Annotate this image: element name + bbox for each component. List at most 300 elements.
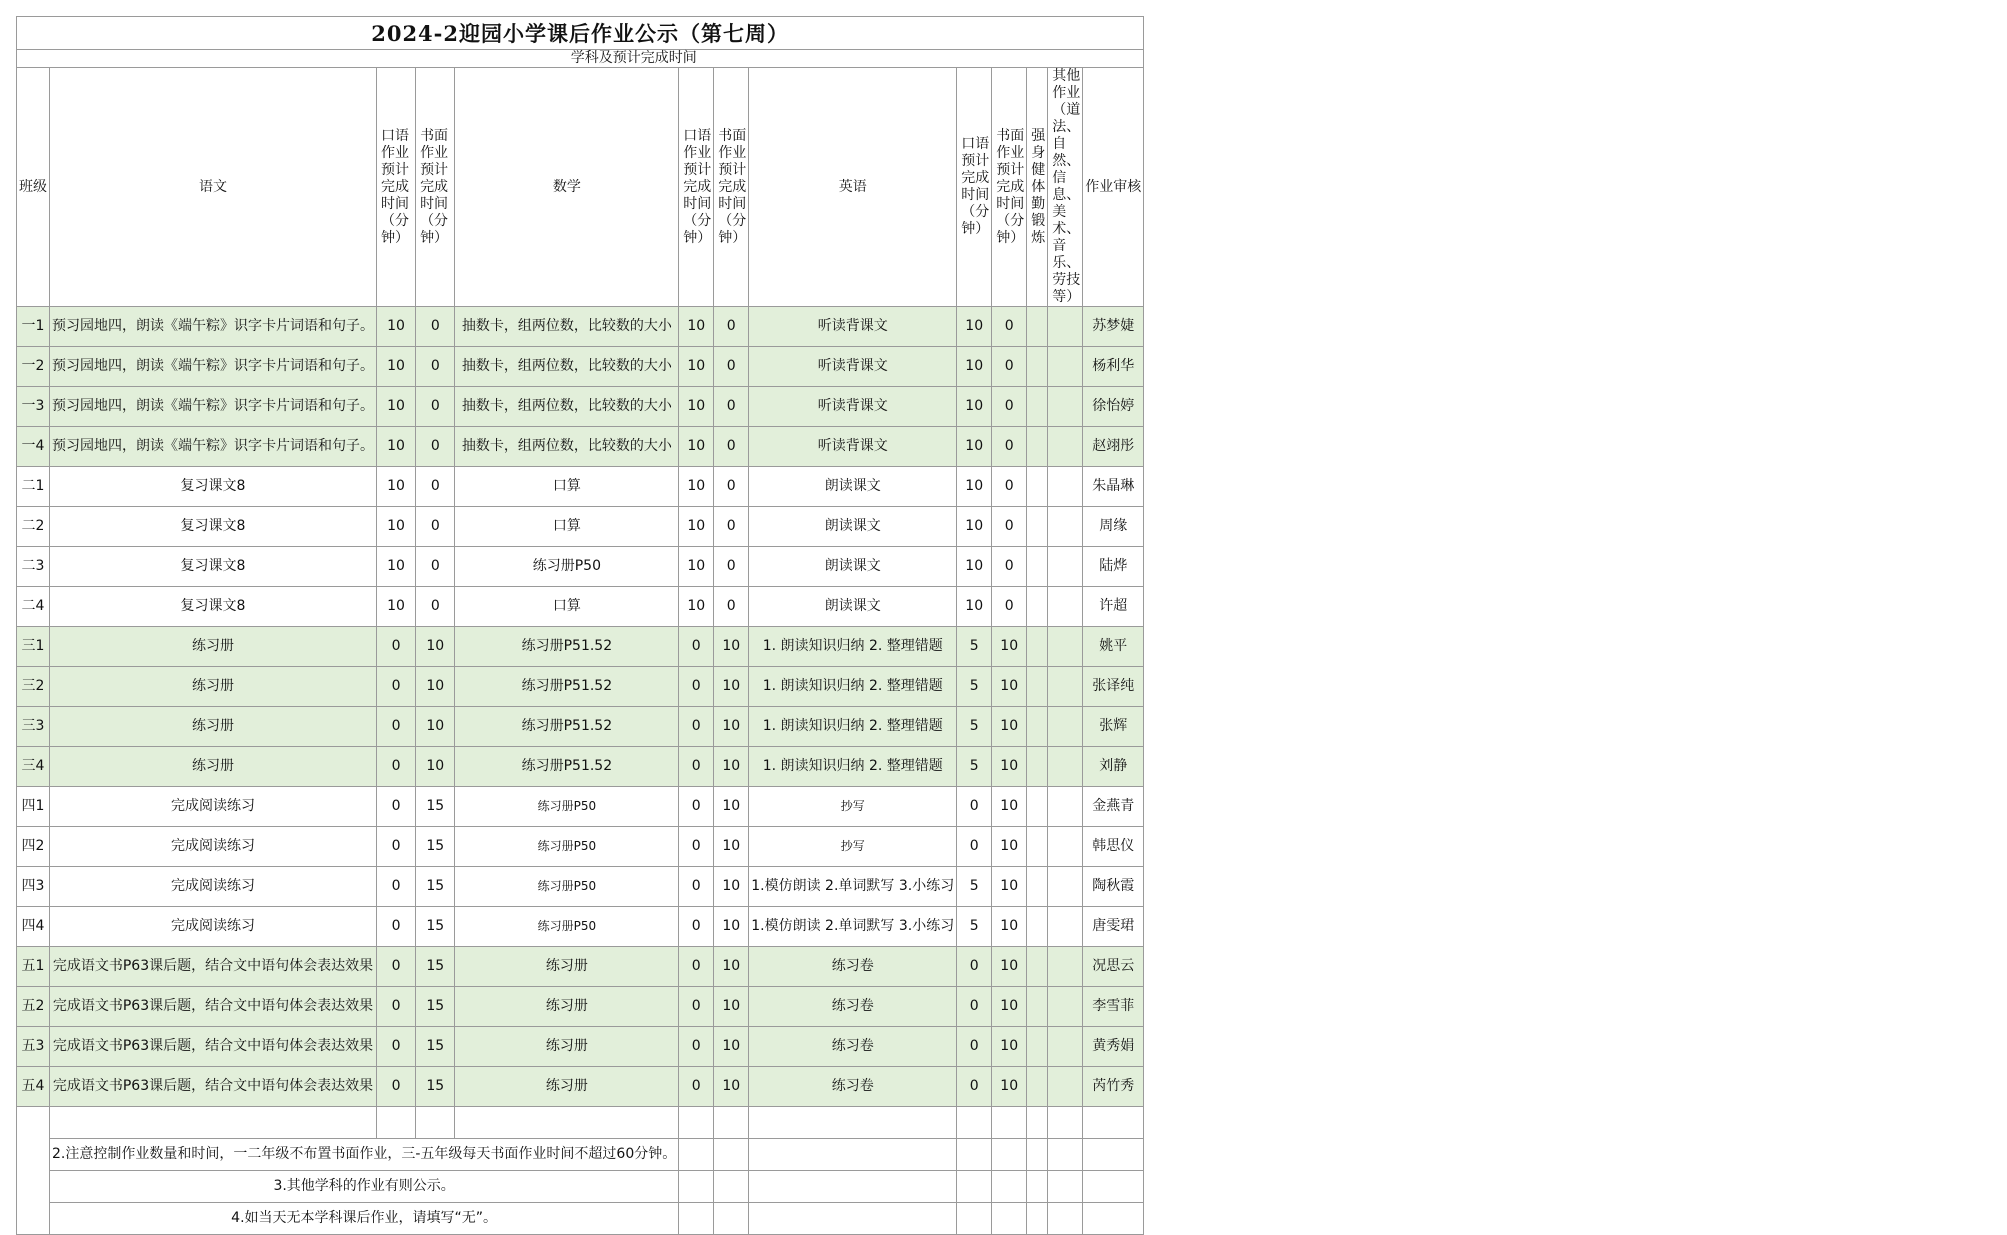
math-oral-time-cell[interactable]: 0 [679, 1067, 714, 1107]
empty-cell[interactable] [957, 1203, 992, 1235]
english-written-time-cell[interactable]: 10 [992, 1067, 1027, 1107]
math-written-time-cell[interactable]: 10 [714, 667, 749, 707]
exercise-cell[interactable] [1027, 947, 1048, 987]
math-task-cell[interactable]: 抽数卡，组两位数，比较数的大小 [455, 427, 679, 467]
empty-cell[interactable] [679, 1107, 714, 1139]
math-written-time-cell[interactable]: 10 [714, 947, 749, 987]
chinese-task-cell[interactable]: 复习课文8 [50, 547, 377, 587]
class-cell[interactable]: 四3 [17, 867, 50, 907]
reviewer-cell[interactable]: 徐怡婷 [1083, 387, 1144, 427]
other-homework-cell[interactable] [1048, 1067, 1083, 1107]
math-oral-time-cell[interactable]: 0 [679, 667, 714, 707]
math-task-cell[interactable]: 练习册 [455, 947, 679, 987]
exercise-cell[interactable] [1027, 707, 1048, 747]
chinese-oral-time-cell[interactable]: 0 [377, 747, 416, 787]
class-cell[interactable]: 三4 [17, 747, 50, 787]
exercise-cell[interactable] [1027, 547, 1048, 587]
other-homework-cell[interactable] [1048, 1027, 1083, 1067]
class-cell[interactable]: 五1 [17, 947, 50, 987]
english-written-time-cell[interactable]: 10 [992, 747, 1027, 787]
reviewer-cell[interactable]: 张译纯 [1083, 667, 1144, 707]
chinese-oral-time-cell[interactable]: 0 [377, 707, 416, 747]
math-written-time-cell[interactable]: 10 [714, 867, 749, 907]
other-homework-cell[interactable] [1048, 507, 1083, 547]
empty-cell[interactable] [1083, 1107, 1144, 1139]
empty-cell[interactable] [714, 1139, 749, 1171]
chinese-task-cell[interactable]: 复习课文8 [50, 587, 377, 627]
english-oral-time-cell[interactable]: 5 [957, 667, 992, 707]
empty-cell[interactable] [1027, 1203, 1048, 1235]
english-oral-time-cell[interactable]: 0 [957, 787, 992, 827]
chinese-task-cell[interactable]: 完成阅读练习 [50, 907, 377, 947]
other-homework-cell[interactable] [1048, 307, 1083, 347]
math-task-cell[interactable]: 抽数卡，组两位数，比较数的大小 [455, 307, 679, 347]
note-text[interactable]: 4.如当天无本学科课后作业，请填写“无”。 [50, 1203, 679, 1235]
empty-cell[interactable] [992, 1203, 1027, 1235]
chinese-oral-time-cell[interactable]: 0 [377, 867, 416, 907]
other-homework-cell[interactable] [1048, 867, 1083, 907]
class-cell[interactable]: 一3 [17, 387, 50, 427]
math-oral-time-cell[interactable]: 0 [679, 627, 714, 667]
chinese-written-time-cell[interactable]: 15 [416, 827, 455, 867]
other-homework-cell[interactable] [1048, 827, 1083, 867]
math-oral-time-cell[interactable]: 10 [679, 507, 714, 547]
english-written-time-cell[interactable]: 0 [992, 507, 1027, 547]
class-cell[interactable]: 三2 [17, 667, 50, 707]
other-homework-cell[interactable] [1048, 947, 1083, 987]
english-oral-time-cell[interactable]: 0 [957, 1027, 992, 1067]
chinese-written-time-cell[interactable]: 0 [416, 507, 455, 547]
math-written-time-cell[interactable]: 0 [714, 387, 749, 427]
chinese-oral-time-cell[interactable]: 10 [377, 427, 416, 467]
sheet-title[interactable]: 2024-2迎园小学课后作业公示（第七周） [17, 17, 1144, 50]
english-oral-time-cell[interactable]: 10 [957, 547, 992, 587]
empty-cell[interactable] [714, 1171, 749, 1203]
chinese-oral-time-cell[interactable]: 10 [377, 547, 416, 587]
english-oral-time-cell[interactable]: 5 [957, 707, 992, 747]
english-written-time-cell[interactable]: 0 [992, 307, 1027, 347]
class-cell[interactable]: 二3 [17, 547, 50, 587]
chinese-task-cell[interactable]: 完成语文书P63课后题，结合文中语句体会表达效果 [50, 947, 377, 987]
math-written-time-cell[interactable]: 10 [714, 827, 749, 867]
english-written-time-cell[interactable]: 0 [992, 547, 1027, 587]
math-oral-time-cell[interactable]: 10 [679, 587, 714, 627]
english-written-time-cell[interactable]: 10 [992, 627, 1027, 667]
class-cell[interactable]: 四4 [17, 907, 50, 947]
empty-cell[interactable] [957, 1171, 992, 1203]
english-task-cell[interactable]: 练习卷 [749, 987, 957, 1027]
math-task-cell[interactable]: 练习册 [455, 1027, 679, 1067]
empty-cell[interactable] [749, 1107, 957, 1139]
english-task-cell[interactable]: 1. 朗读知识归纳 2. 整理错题 [749, 707, 957, 747]
english-oral-time-cell[interactable]: 0 [957, 1067, 992, 1107]
math-task-cell[interactable]: 练习册P50 [455, 907, 679, 947]
chinese-oral-time-cell[interactable]: 0 [377, 787, 416, 827]
other-homework-cell[interactable] [1048, 667, 1083, 707]
reviewer-cell[interactable]: 况思云 [1083, 947, 1144, 987]
chinese-task-cell[interactable]: 复习课文8 [50, 467, 377, 507]
reviewer-cell[interactable]: 韩思仪 [1083, 827, 1144, 867]
english-oral-time-cell[interactable]: 10 [957, 387, 992, 427]
math-oral-time-cell[interactable]: 0 [679, 947, 714, 987]
other-homework-cell[interactable] [1048, 987, 1083, 1027]
empty-cell[interactable] [1027, 1107, 1048, 1139]
math-written-time-cell[interactable]: 0 [714, 507, 749, 547]
class-cell[interactable]: 二4 [17, 587, 50, 627]
reviewer-cell[interactable]: 张辉 [1083, 707, 1144, 747]
english-task-cell[interactable]: 抄写 [749, 787, 957, 827]
header-chinese[interactable]: 语文 [50, 68, 377, 307]
class-cell[interactable]: 三3 [17, 707, 50, 747]
note-label-cell[interactable] [17, 1107, 50, 1235]
chinese-written-time-cell[interactable]: 15 [416, 867, 455, 907]
exercise-cell[interactable] [1027, 827, 1048, 867]
math-oral-time-cell[interactable]: 0 [679, 787, 714, 827]
math-oral-time-cell[interactable]: 0 [679, 707, 714, 747]
chinese-oral-time-cell[interactable]: 0 [377, 987, 416, 1027]
reviewer-cell[interactable]: 金燕青 [1083, 787, 1144, 827]
math-task-cell[interactable]: 练习册 [455, 1067, 679, 1107]
chinese-task-cell[interactable]: 完成阅读练习 [50, 867, 377, 907]
chinese-oral-time-cell[interactable]: 10 [377, 347, 416, 387]
chinese-task-cell[interactable]: 预习园地四，朗读《端午粽》识字卡片词语和句子。 [50, 347, 377, 387]
exercise-cell[interactable] [1027, 1067, 1048, 1107]
empty-cell[interactable] [1083, 1203, 1144, 1235]
english-task-cell[interactable]: 1. 朗读知识归纳 2. 整理错题 [749, 747, 957, 787]
english-written-time-cell[interactable]: 10 [992, 1027, 1027, 1067]
english-task-cell[interactable]: 听读背课文 [749, 387, 957, 427]
subtitle-spacer[interactable] [17, 50, 697, 68]
math-task-cell[interactable]: 练习册P51.52 [455, 627, 679, 667]
empty-cell[interactable] [957, 1107, 992, 1139]
math-task-cell[interactable]: 口算 [455, 467, 679, 507]
empty-cell[interactable] [1048, 1107, 1083, 1139]
class-cell[interactable]: 五4 [17, 1067, 50, 1107]
other-homework-cell[interactable] [1048, 347, 1083, 387]
math-oral-time-cell[interactable]: 10 [679, 547, 714, 587]
english-task-cell[interactable]: 朗读课文 [749, 467, 957, 507]
math-written-time-cell[interactable]: 10 [714, 747, 749, 787]
exercise-cell[interactable] [1027, 747, 1048, 787]
empty-cell[interactable] [679, 1203, 714, 1235]
math-oral-time-cell[interactable]: 10 [679, 347, 714, 387]
english-oral-time-cell[interactable]: 5 [957, 627, 992, 667]
header-other[interactable]: 其他作业（道法、自然、信息、美术、音乐、劳技等） [1048, 68, 1083, 307]
math-task-cell[interactable]: 练习册P50 [455, 787, 679, 827]
exercise-cell[interactable] [1027, 507, 1048, 547]
empty-cell[interactable] [992, 1107, 1027, 1139]
chinese-written-time-cell[interactable]: 0 [416, 387, 455, 427]
note-text[interactable]: 2.注意控制作业数量和时间，一二年级不布置书面作业，三-五年级每天书面作业时间不超过60分钟。 [50, 1139, 679, 1171]
reviewer-cell[interactable]: 姚平 [1083, 627, 1144, 667]
math-oral-time-cell[interactable]: 0 [679, 987, 714, 1027]
chinese-written-time-cell[interactable]: 15 [416, 1027, 455, 1067]
exercise-cell[interactable] [1027, 387, 1048, 427]
english-oral-time-cell[interactable]: 10 [957, 587, 992, 627]
chinese-task-cell[interactable]: 练习册 [50, 627, 377, 667]
math-task-cell[interactable]: 口算 [455, 587, 679, 627]
english-written-time-cell[interactable]: 0 [992, 587, 1027, 627]
english-written-time-cell[interactable]: 0 [992, 347, 1027, 387]
empty-cell[interactable] [1027, 1171, 1048, 1203]
exercise-cell[interactable] [1027, 587, 1048, 627]
exercise-cell[interactable] [1027, 347, 1048, 387]
chinese-written-time-cell[interactable]: 15 [416, 947, 455, 987]
math-written-time-cell[interactable]: 10 [714, 787, 749, 827]
english-written-time-cell[interactable]: 10 [992, 907, 1027, 947]
exercise-cell[interactable] [1027, 1027, 1048, 1067]
english-oral-time-cell[interactable]: 5 [957, 867, 992, 907]
english-task-cell[interactable]: 1.模仿朗读 2.单词默写 3.小练习 [749, 867, 957, 907]
chinese-written-time-cell[interactable]: 10 [416, 707, 455, 747]
chinese-oral-time-cell[interactable]: 10 [377, 387, 416, 427]
subtitle-cell[interactable] [679, 50, 1144, 68]
math-oral-time-cell[interactable]: 10 [679, 307, 714, 347]
exercise-cell[interactable] [1027, 627, 1048, 667]
reviewer-cell[interactable]: 周缘 [1083, 507, 1144, 547]
empty-cell[interactable] [957, 1139, 992, 1171]
english-written-time-cell[interactable]: 10 [992, 667, 1027, 707]
reviewer-cell[interactable]: 朱晶琳 [1083, 467, 1144, 507]
class-cell[interactable]: 一4 [17, 427, 50, 467]
empty-cell[interactable] [679, 1171, 714, 1203]
class-cell[interactable]: 三1 [17, 627, 50, 667]
other-homework-cell[interactable] [1048, 547, 1083, 587]
math-task-cell[interactable]: 练习册P51.52 [455, 667, 679, 707]
chinese-task-cell[interactable]: 完成阅读练习 [50, 787, 377, 827]
chinese-oral-time-cell[interactable]: 10 [377, 587, 416, 627]
empty-cell[interactable] [1083, 1139, 1144, 1171]
english-oral-time-cell[interactable]: 0 [957, 947, 992, 987]
math-task-cell[interactable]: 练习册P51.52 [455, 747, 679, 787]
chinese-written-time-cell[interactable]: 0 [416, 467, 455, 507]
class-cell[interactable]: 二1 [17, 467, 50, 507]
other-homework-cell[interactable] [1048, 467, 1083, 507]
math-oral-time-cell[interactable]: 0 [679, 1027, 714, 1067]
header-chinese-written-time[interactable]: 书面作业预计完成时间（分钟） [416, 68, 455, 307]
chinese-oral-time-cell[interactable]: 0 [377, 1027, 416, 1067]
chinese-written-time-cell[interactable]: 0 [416, 347, 455, 387]
header-review[interactable]: 作业审核 [1083, 68, 1144, 307]
chinese-written-time-cell[interactable]: 15 [416, 1067, 455, 1107]
reviewer-cell[interactable]: 黄秀娟 [1083, 1027, 1144, 1067]
header-math-written-time[interactable]: 书面作业预计完成时间（分钟） [714, 68, 749, 307]
empty-cell[interactable] [1048, 1171, 1083, 1203]
chinese-written-time-cell[interactable]: 15 [416, 987, 455, 1027]
english-oral-time-cell[interactable]: 5 [957, 747, 992, 787]
english-task-cell[interactable]: 1.模仿朗读 2.单词默写 3.小练习 [749, 907, 957, 947]
empty-cell[interactable] [714, 1203, 749, 1235]
chinese-oral-time-cell[interactable]: 10 [377, 507, 416, 547]
class-cell[interactable]: 五2 [17, 987, 50, 1027]
other-homework-cell[interactable] [1048, 787, 1083, 827]
math-written-time-cell[interactable]: 10 [714, 1067, 749, 1107]
other-homework-cell[interactable] [1048, 627, 1083, 667]
class-cell[interactable]: 一1 [17, 307, 50, 347]
other-homework-cell[interactable] [1048, 907, 1083, 947]
english-written-time-cell[interactable]: 10 [992, 787, 1027, 827]
class-cell[interactable]: 五3 [17, 1027, 50, 1067]
math-written-time-cell[interactable]: 10 [714, 1027, 749, 1067]
reviewer-cell[interactable]: 苏梦婕 [1083, 307, 1144, 347]
chinese-oral-time-cell[interactable]: 0 [377, 947, 416, 987]
english-written-time-cell[interactable]: 10 [992, 867, 1027, 907]
math-written-time-cell[interactable]: 10 [714, 987, 749, 1027]
english-task-cell[interactable]: 朗读课文 [749, 587, 957, 627]
math-oral-time-cell[interactable]: 10 [679, 427, 714, 467]
chinese-task-cell[interactable]: 完成语文书P63课后题，结合文中语句体会表达效果 [50, 987, 377, 1027]
chinese-task-cell[interactable]: 练习册 [50, 707, 377, 747]
chinese-task-cell[interactable]: 完成语文书P63课后题，结合文中语句体会表达效果 [50, 1027, 377, 1067]
exercise-cell[interactable] [1027, 907, 1048, 947]
other-homework-cell[interactable] [1048, 427, 1083, 467]
chinese-written-time-cell[interactable]: 0 [416, 587, 455, 627]
reviewer-cell[interactable]: 芮竹秀 [1083, 1067, 1144, 1107]
empty-cell[interactable] [749, 1171, 957, 1203]
math-task-cell[interactable]: 口算 [455, 507, 679, 547]
chinese-written-time-cell[interactable]: 10 [416, 627, 455, 667]
chinese-task-cell[interactable]: 完成阅读练习 [50, 827, 377, 867]
empty-cell[interactable] [749, 1139, 957, 1171]
empty-cell[interactable] [714, 1107, 749, 1139]
header-math[interactable]: 数学 [455, 68, 679, 307]
chinese-written-time-cell[interactable]: 15 [416, 907, 455, 947]
math-task-cell[interactable]: 练习册P51.52 [455, 707, 679, 747]
math-task-cell[interactable]: 练习册P50 [455, 827, 679, 867]
header-class[interactable]: 班级 [17, 68, 50, 307]
math-task-cell[interactable]: 练习册P50 [455, 547, 679, 587]
math-written-time-cell[interactable]: 0 [714, 547, 749, 587]
class-cell[interactable]: 四2 [17, 827, 50, 867]
english-task-cell[interactable]: 1. 朗读知识归纳 2. 整理错题 [749, 667, 957, 707]
math-written-time-cell[interactable]: 0 [714, 347, 749, 387]
reviewer-cell[interactable]: 陶秋霞 [1083, 867, 1144, 907]
english-written-time-cell[interactable]: 0 [992, 467, 1027, 507]
english-task-cell[interactable]: 练习卷 [749, 947, 957, 987]
math-oral-time-cell[interactable]: 0 [679, 827, 714, 867]
english-written-time-cell[interactable]: 0 [992, 427, 1027, 467]
english-oral-time-cell[interactable]: 10 [957, 347, 992, 387]
chinese-task-cell[interactable]: 练习册 [50, 747, 377, 787]
math-task-cell[interactable]: 练习册 [455, 987, 679, 1027]
other-homework-cell[interactable] [1048, 587, 1083, 627]
english-task-cell[interactable]: 1. 朗读知识归纳 2. 整理错题 [749, 627, 957, 667]
math-oral-time-cell[interactable]: 0 [679, 907, 714, 947]
chinese-written-time-cell[interactable]: 10 [416, 667, 455, 707]
exercise-cell[interactable] [1027, 667, 1048, 707]
math-task-cell[interactable]: 练习册P50 [455, 867, 679, 907]
header-english[interactable]: 英语 [749, 68, 957, 307]
chinese-oral-time-cell[interactable]: 0 [377, 827, 416, 867]
chinese-written-time-cell[interactable]: 15 [416, 787, 455, 827]
empty-cell[interactable] [1083, 1171, 1144, 1203]
math-oral-time-cell[interactable]: 0 [679, 747, 714, 787]
empty-cell[interactable] [416, 1107, 455, 1139]
other-homework-cell[interactable] [1048, 707, 1083, 747]
english-written-time-cell[interactable]: 10 [992, 707, 1027, 747]
chinese-oral-time-cell[interactable]: 0 [377, 667, 416, 707]
reviewer-cell[interactable]: 陆烨 [1083, 547, 1144, 587]
english-task-cell[interactable]: 听读背课文 [749, 427, 957, 467]
chinese-oral-time-cell[interactable]: 0 [377, 907, 416, 947]
class-cell[interactable]: 二2 [17, 507, 50, 547]
reviewer-cell[interactable]: 许超 [1083, 587, 1144, 627]
exercise-cell[interactable] [1027, 867, 1048, 907]
chinese-written-time-cell[interactable]: 10 [416, 747, 455, 787]
math-oral-time-cell[interactable]: 10 [679, 387, 714, 427]
chinese-written-time-cell[interactable]: 0 [416, 427, 455, 467]
reviewer-cell[interactable]: 李雪菲 [1083, 987, 1144, 1027]
exercise-cell[interactable] [1027, 427, 1048, 467]
exercise-cell[interactable] [1027, 987, 1048, 1027]
chinese-oral-time-cell[interactable]: 10 [377, 307, 416, 347]
note-text[interactable] [50, 1107, 377, 1139]
other-homework-cell[interactable] [1048, 387, 1083, 427]
header-english-written-time[interactable]: 书面作业预计完成时间（分钟） [992, 68, 1027, 307]
english-oral-time-cell[interactable]: 0 [957, 987, 992, 1027]
chinese-task-cell[interactable]: 预习园地四，朗读《端午粽》识字卡片词语和句子。 [50, 387, 377, 427]
math-written-time-cell[interactable]: 10 [714, 627, 749, 667]
empty-cell[interactable] [455, 1107, 679, 1139]
header-exercise[interactable]: 强身健体勤锻炼 [1027, 68, 1048, 307]
math-written-time-cell[interactable]: 0 [714, 467, 749, 507]
exercise-cell[interactable] [1027, 467, 1048, 507]
english-oral-time-cell[interactable]: 10 [957, 427, 992, 467]
chinese-oral-time-cell[interactable]: 0 [377, 1067, 416, 1107]
empty-cell[interactable] [1048, 1139, 1083, 1171]
chinese-written-time-cell[interactable]: 0 [416, 547, 455, 587]
chinese-task-cell[interactable]: 预习园地四，朗读《端午粽》识字卡片词语和句子。 [50, 427, 377, 467]
math-written-time-cell[interactable]: 0 [714, 307, 749, 347]
chinese-oral-time-cell[interactable]: 10 [377, 467, 416, 507]
math-task-cell[interactable]: 抽数卡，组两位数，比较数的大小 [455, 387, 679, 427]
empty-cell[interactable] [992, 1171, 1027, 1203]
class-cell[interactable]: 一2 [17, 347, 50, 387]
math-written-time-cell[interactable]: 0 [714, 427, 749, 467]
empty-cell[interactable] [1027, 1139, 1048, 1171]
header-math-oral-time[interactable]: 口语作业预计完成时间（分钟） [679, 68, 714, 307]
class-cell[interactable]: 四1 [17, 787, 50, 827]
empty-cell[interactable] [992, 1139, 1027, 1171]
english-written-time-cell[interactable]: 0 [992, 387, 1027, 427]
exercise-cell[interactable] [1027, 787, 1048, 827]
english-task-cell[interactable]: 听读背课文 [749, 307, 957, 347]
chinese-task-cell[interactable]: 预习园地四，朗读《端午粽》识字卡片词语和句子。 [50, 307, 377, 347]
reviewer-cell[interactable]: 杨利华 [1083, 347, 1144, 387]
chinese-task-cell[interactable]: 完成语文书P63课后题，结合文中语句体会表达效果 [50, 1067, 377, 1107]
chinese-task-cell[interactable]: 复习课文8 [50, 507, 377, 547]
math-task-cell[interactable]: 抽数卡，组两位数，比较数的大小 [455, 347, 679, 387]
english-oral-time-cell[interactable]: 10 [957, 307, 992, 347]
english-written-time-cell[interactable]: 10 [992, 947, 1027, 987]
math-written-time-cell[interactable]: 10 [714, 707, 749, 747]
english-oral-time-cell[interactable]: 10 [957, 507, 992, 547]
note-text[interactable]: 3.其他学科的作业有则公示。 [50, 1171, 679, 1203]
chinese-oral-time-cell[interactable]: 0 [377, 627, 416, 667]
english-task-cell[interactable]: 朗读课文 [749, 547, 957, 587]
math-oral-time-cell[interactable]: 10 [679, 467, 714, 507]
english-task-cell[interactable]: 听读背课文 [749, 347, 957, 387]
math-written-time-cell[interactable]: 0 [714, 587, 749, 627]
header-english-oral-time[interactable]: 口语预计完成时间（分钟） [957, 68, 992, 307]
english-task-cell[interactable]: 练习卷 [749, 1027, 957, 1067]
english-written-time-cell[interactable]: 10 [992, 987, 1027, 1027]
math-written-time-cell[interactable]: 10 [714, 907, 749, 947]
empty-cell[interactable] [1048, 1203, 1083, 1235]
chinese-written-time-cell[interactable]: 0 [416, 307, 455, 347]
english-oral-time-cell[interactable]: 10 [957, 467, 992, 507]
reviewer-cell[interactable]: 赵翊彤 [1083, 427, 1144, 467]
